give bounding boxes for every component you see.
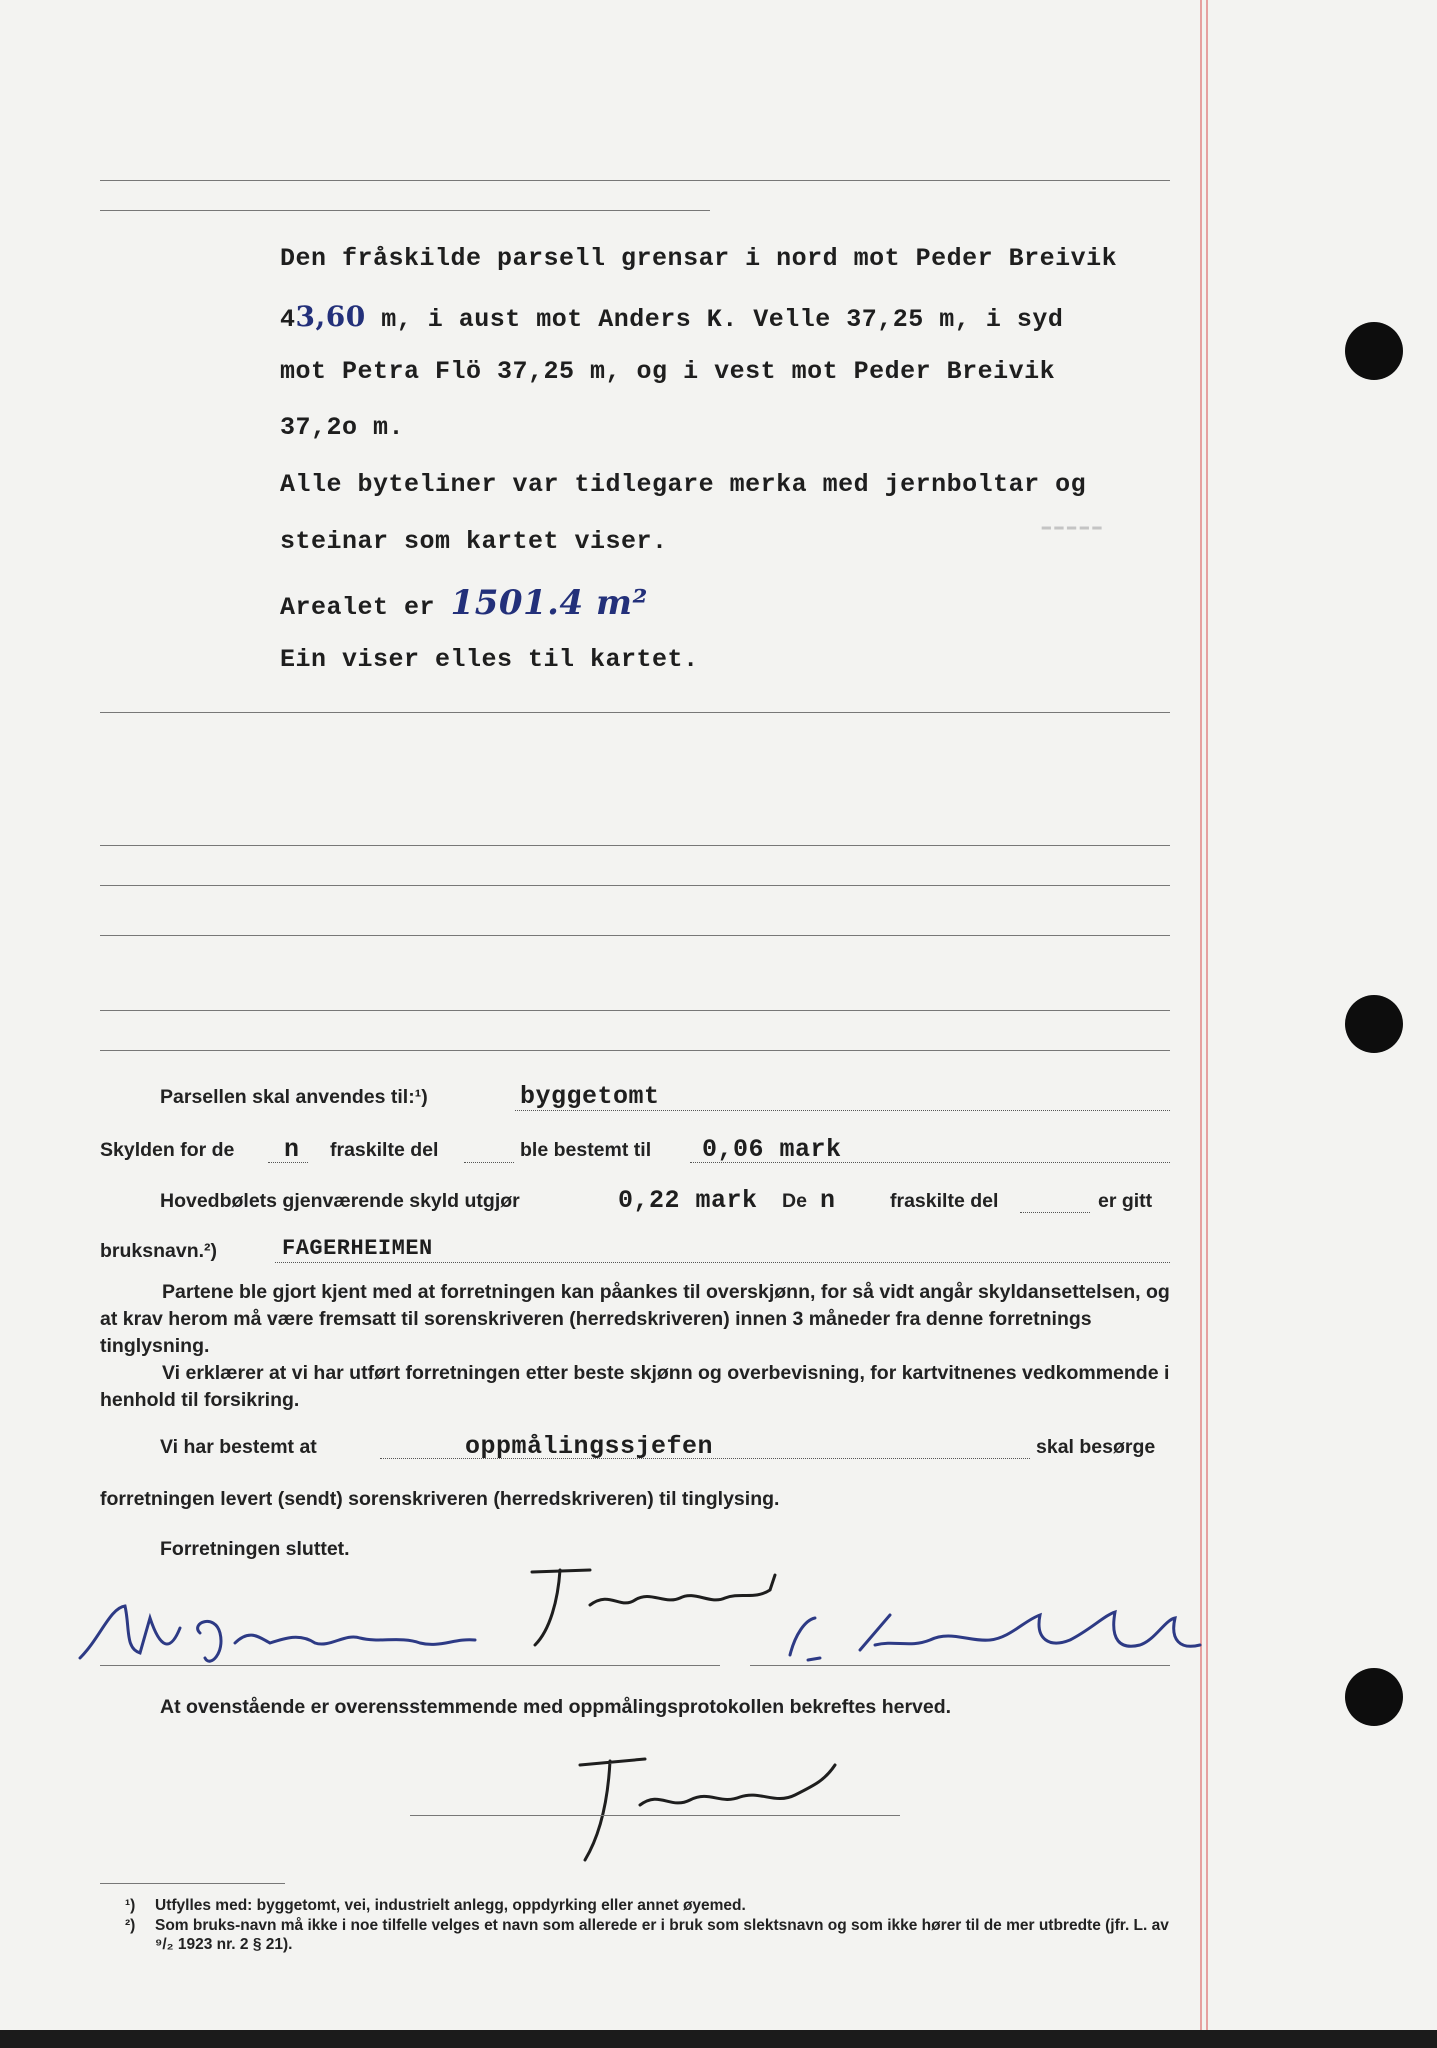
declare-text: Vi erklærer at vi har utført forretningen etter beste skjønn og overbevisning, for kartvitnenes vedkommende i henhold til forsikring. [100, 1362, 1170, 1411]
area-label: Arealet er [280, 593, 451, 622]
closed-text: Forretningen sluttet. [160, 1538, 350, 1560]
signature-3-text [770, 1600, 771, 1601]
declare-paragraph [100, 1360, 1170, 1414]
typed-line-4: 37,2o m. [280, 413, 405, 442]
punch-hole-middle [1345, 995, 1403, 1053]
decided-end: skal besørge [1036, 1436, 1156, 1458]
typed-line-8: Ein viser elles til kartet. [280, 645, 699, 674]
footnote-2 [125, 1916, 1175, 1954]
signature-1-scribble [70, 1598, 510, 1678]
footnote-1-number: ¹) [125, 1897, 136, 1914]
signature-3 [770, 1600, 1210, 1685]
typed-line-1: Den fråskilde parsell grensar i nord mot Peder Breivik [280, 244, 1118, 273]
ruled-line [100, 210, 710, 211]
ruled-line [100, 1050, 1170, 1051]
footnote-1-text: Utfylles med: byggetomt, vei, industrielt anlegg, oppdyrking eller annet øyemed. [155, 1897, 746, 1914]
tax-mid: fraskilte del [330, 1139, 439, 1161]
typed-line-7 [280, 583, 648, 623]
ruled-line [100, 935, 1170, 936]
typed-line-5: Alle byteliner var tidlegare merka med jernboltar og [280, 470, 1087, 499]
ruled-line [100, 885, 1170, 886]
ruled-line [100, 180, 1170, 181]
name-value: FAGERHEIMEN [282, 1236, 433, 1261]
tax-prefix: Skylden for de [100, 1139, 235, 1161]
signature-2-text [520, 1560, 521, 1561]
margin-line [1200, 0, 1202, 2030]
use-value: byggetomt [520, 1082, 660, 1111]
signature-line [100, 1665, 720, 1666]
name-label: bruksnavn.²) [100, 1240, 218, 1262]
area-handwritten: 1501.4 m² [450, 583, 648, 623]
use-label: Parsellen skal anvendes til:¹) [160, 1086, 428, 1108]
footnote-1 [125, 1896, 1175, 1915]
bleed-through-text: ----- [1040, 505, 1104, 547]
appeal-paragraph [100, 1279, 1170, 1360]
scan-edge [0, 2030, 1437, 2048]
dotted-line [464, 1162, 514, 1163]
dotted-line [690, 1162, 1170, 1163]
typed-text: m, i aust mot Anders K. Velle 37,25 m, i syd [365, 305, 1064, 334]
margin-line-2 [1206, 0, 1208, 2030]
dotted-line [268, 1162, 308, 1163]
signature-3-scribble [770, 1600, 1210, 1680]
footnote-2-number: ²) [125, 1917, 136, 1934]
signature-1-text [70, 1598, 71, 1599]
appeal-text: Partene ble gjort kjent med at forretningen kan påankes til overskjønn, for så vidt angår skyldansettelsen, og at krav herom må være fremsatt til sorenskriveren (herredskriveren) innen 3 måneder fra denne forretnings tinglysning. [100, 1281, 1170, 1357]
typed-line-2 [280, 300, 1063, 334]
typed-line-3: mot Petra Flö 37,25 m, og i vest mot Peder Breivik [280, 357, 1056, 386]
remaining-n: n [820, 1186, 836, 1215]
footnote-rule [100, 1883, 285, 1884]
delivery-text: forretningen levert (sendt) sorenskriveren (herredskriveren) til tinglysing. [100, 1488, 780, 1510]
confirm-text: At ovenstående er overensstemmende med oppmålingsprotokollen bekreftes herved. [160, 1696, 952, 1718]
remaining-de: De [782, 1190, 807, 1212]
tax-mid2: ble bestemt til [520, 1139, 652, 1161]
decided-prefix: Vi har bestemt at [160, 1436, 317, 1458]
handwritten-correction: 3,60 [295, 300, 366, 333]
tax-value: 0,06 mark [702, 1135, 842, 1164]
signature-line [410, 1815, 900, 1816]
ruled-line [100, 845, 1170, 846]
remaining-end: er gitt [1098, 1190, 1153, 1212]
footnote-2-text: Som bruks-navn må ikke i noe tilfelle velges et navn som allerede er i bruk som slektsnavn og som ikke hører til de mer utbredte (jfr. L. av ⁹/₂ 1923 nr. 2 § 21). [155, 1917, 1169, 1953]
punch-hole-top [1345, 322, 1403, 380]
dotted-line [275, 1262, 1170, 1263]
signature-2 [520, 1560, 790, 1660]
remaining-value: 0,22 mark [618, 1186, 758, 1215]
signature-line [750, 1665, 1170, 1666]
signature-4-scribble [560, 1745, 860, 1875]
tax-n: n [284, 1135, 300, 1164]
typed-line-6: steinar som kartet viser. [280, 527, 668, 556]
signature-4 [560, 1745, 860, 1880]
ruled-line [100, 1010, 1170, 1011]
dotted-line [515, 1110, 1170, 1111]
typed-digit: 4 [280, 305, 296, 334]
ruled-line [100, 712, 1170, 713]
decided-value: oppmålingssjefen [465, 1432, 714, 1461]
dotted-line [1020, 1212, 1090, 1213]
signature-1 [70, 1598, 510, 1683]
signature-2-scribble [520, 1560, 790, 1655]
remaining-mid: fraskilte del [890, 1190, 999, 1212]
remaining-prefix: Hovedbølets gjenværende skyld utgjør [160, 1190, 520, 1212]
punch-hole-bottom [1345, 1668, 1403, 1726]
signature-4-text [560, 1745, 561, 1746]
